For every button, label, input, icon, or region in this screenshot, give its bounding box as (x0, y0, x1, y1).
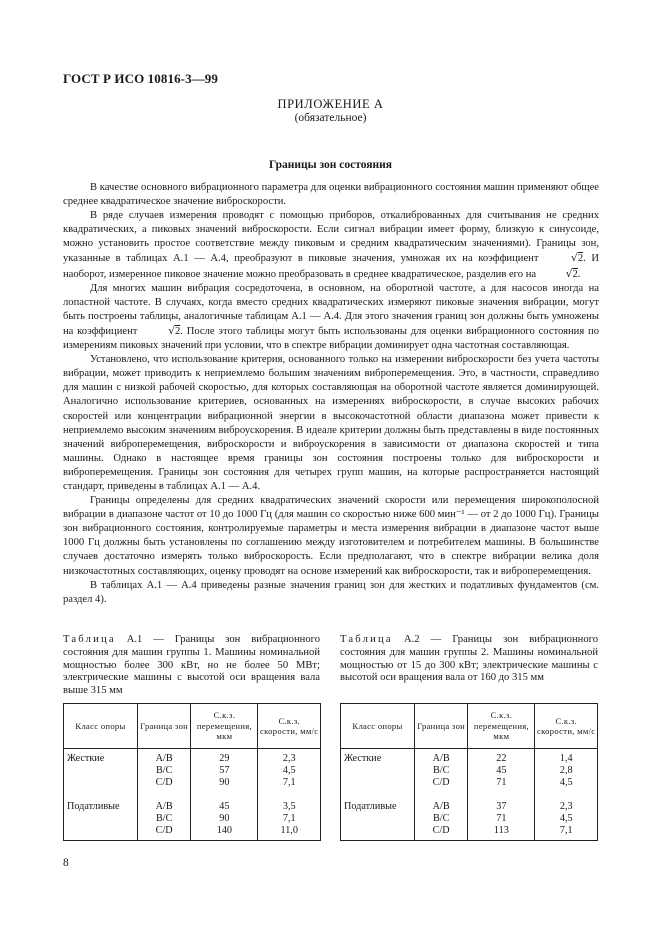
table-row (341, 797, 598, 841)
section-heading: Границы зон состояния (269, 159, 392, 171)
table-a1 (63, 703, 321, 841)
header-displacement: С.к.з. перемещения, мкм (191, 704, 258, 749)
paragraph-1: В качестве основного вибрационного параметра для оценки вибрационного состояния машин применяют общее среднее квадратическое значение виброскорости. (63, 182, 599, 208)
paragraph-3 (63, 282, 599, 353)
body-text (63, 181, 599, 607)
page-number: 8 (63, 857, 69, 869)
paragraph-3-part-a: Для многих машин вибрация сосредоточена, в основном, на оборотной частоте, а для насосов иногда на лопастной частоте. В случаях, когда вместо средних квадратических измеряют пиковые значения вибрации, могут быть построены таблицы, аналогичные таблицам А.1 — А.4. Для этого значения границ зон должны быть умножены на коэффициент (63, 282, 599, 337)
paragraph-5: Границы определены для средних квадратических значений скорости или перемещения широкополосной вибрации в диапазоне частот от 10 до 1000 Гц (для машин со скоростью ниже 600 мин⁻¹ — от 2 до 1000 Гц). Границы зон вибрационного состояния, контролируемые параметры и места измерения вибрации в диапазоне частот выше 1000 Гц должны быть установлены по соглашению между изготовителем и потребителем машины. В большинстве случаев достаточно измерять только виброскорость. Если предполагают, что в спектре вибрации велика доля низкочастотных составляющих, оценку проводят на основе измерений как виброскорости, так и виброперемещения. (63, 495, 599, 577)
paragraph-2 (63, 209, 599, 281)
header-zone-boundary: Граница зон (138, 704, 191, 749)
annex-subtitle: (обязательное) (294, 112, 367, 124)
standard-code: ГОСТ Р ИСО 10816-3—99 (63, 71, 219, 86)
zones-cell: A/B B/C C/D (415, 749, 468, 798)
support-class-cell: Жесткие (64, 749, 138, 798)
table-a2-caption: Таблица А.2 — Границы зон вибрационного состояния для машин группы 2. Машины номинальной мощностью от 15 до 300 кВт; электрические машины с высотой оси вращения вала от 160 до 315 мм (340, 634, 598, 684)
table-row (341, 749, 598, 798)
support-class-cell: Податливые (64, 797, 138, 841)
paragraph-2-part-c: . (577, 268, 581, 280)
sqrt-2-formula: √2 (168, 324, 181, 337)
displacement-cell: 29 57 90 (191, 749, 258, 798)
paragraph-6: В таблицах А.1 — А.4 приведены разные значения границ зон для жестких и податливых фундаментов (см. раздел 4). (63, 579, 599, 605)
velocity-cell: 2,3 4,5 7,1 (535, 797, 598, 841)
table-row (64, 797, 321, 841)
table-header-row (64, 704, 321, 749)
table-row (64, 749, 321, 798)
velocity-cell: 2,3 4,5 7,1 (258, 749, 321, 798)
displacement-cell: 37 71 113 (468, 797, 535, 841)
header-velocity: С.к.з. скорости, мм/с (535, 704, 598, 749)
header-zone-boundary: Граница зон (415, 704, 468, 749)
displacement-cell: 45 90 140 (191, 797, 258, 841)
paragraph-2-part-b: . И наоборот, измеренное пиковое значение можно преобразовать в среднее квадратическое, разделив его на (63, 253, 599, 280)
table-a2 (340, 703, 598, 841)
header-support-class: Класс опоры (64, 704, 138, 749)
displacement-cell: 22 45 71 (468, 749, 535, 798)
velocity-cell: 1,4 2,8 4,5 (535, 749, 598, 798)
paragraph-3-part-b: . После этого таблицы могут быть использованы для оценки вибрационного состояния по измерениям пиковых значений при условии, что в спектре вибрации доминирует одна частотная составляющая. (63, 325, 599, 352)
table-a1-caption: Таблица А.1 — Границы зон вибрационного состояния для машин группы 1. Машины номинальной мощностью более 300 кВт, но не более 50 МВт; электрические машины с высотой оси вращения вала выше 315 мм (63, 634, 320, 697)
header-support-class: Класс опоры (341, 704, 415, 749)
zones-cell: A/B B/C C/D (138, 797, 191, 841)
sqrt-2-formula: √2 (571, 252, 584, 265)
header-displacement: С.к.з. перемещения, мкм (468, 704, 535, 749)
sqrt-2-formula: √2 (565, 267, 578, 280)
paragraph-2-part-a: В ряде случаев измерения проводят с помощью приборов, откалиброванных для считывания не средних квадратических, а пиковых значений виброскорости. Если сигнал вибрации имеет форму, близкую к синусоиде, можно установить простое соответствие между пиковым и средним квадратическим значениями). Границы зон, указанные в таблицах А.1 — А.4, преобразуют в пиковые значения, умножая их на коэффициент (63, 210, 599, 265)
support-class-cell: Жесткие (341, 749, 415, 798)
annex-title: ПРИЛОЖЕНИЕ А (277, 97, 384, 111)
table-header-row (341, 704, 598, 749)
support-class-cell: Податливые (341, 797, 415, 841)
zones-cell: A/B B/C C/D (138, 749, 191, 798)
paragraph-4: Установлено, что использование критерия, основанного только на измерении виброскорости без учета частоты вибрации, может приводить к неприемлемо большим значениям виброперемещения. Это, в частности, справедливо для машин с низкой рабочей скоростью, для которых составляющая на оборотной частоте является доминирующей. Аналогично использование критериев, основанных на измерениях виброскорости, в случае высоких рабочих скоростей или концентрации вибрационной энергии в высокочастотной области диапазона может привести к неприемлемо высоким значениям виброускорения. В идеале критерии должны быть представлены в виде постоянных значений виброперемещения, виброскорости и виброускорения в зависимости от диапазона скоростей и типа машины. Однако в настоящее время границы зон состояния построены только для виброскорости и виброперемещения. Границы зон состояния для четырех групп машин, на которые распространяется настоящий стандарт, приведены в таблицах А.1 — А.4. (63, 354, 599, 492)
header-velocity: С.к.з. скорости, мм/с (258, 704, 321, 749)
zones-cell: A/B B/C C/D (415, 797, 468, 841)
velocity-cell: 3,5 7,1 11,0 (258, 797, 321, 841)
